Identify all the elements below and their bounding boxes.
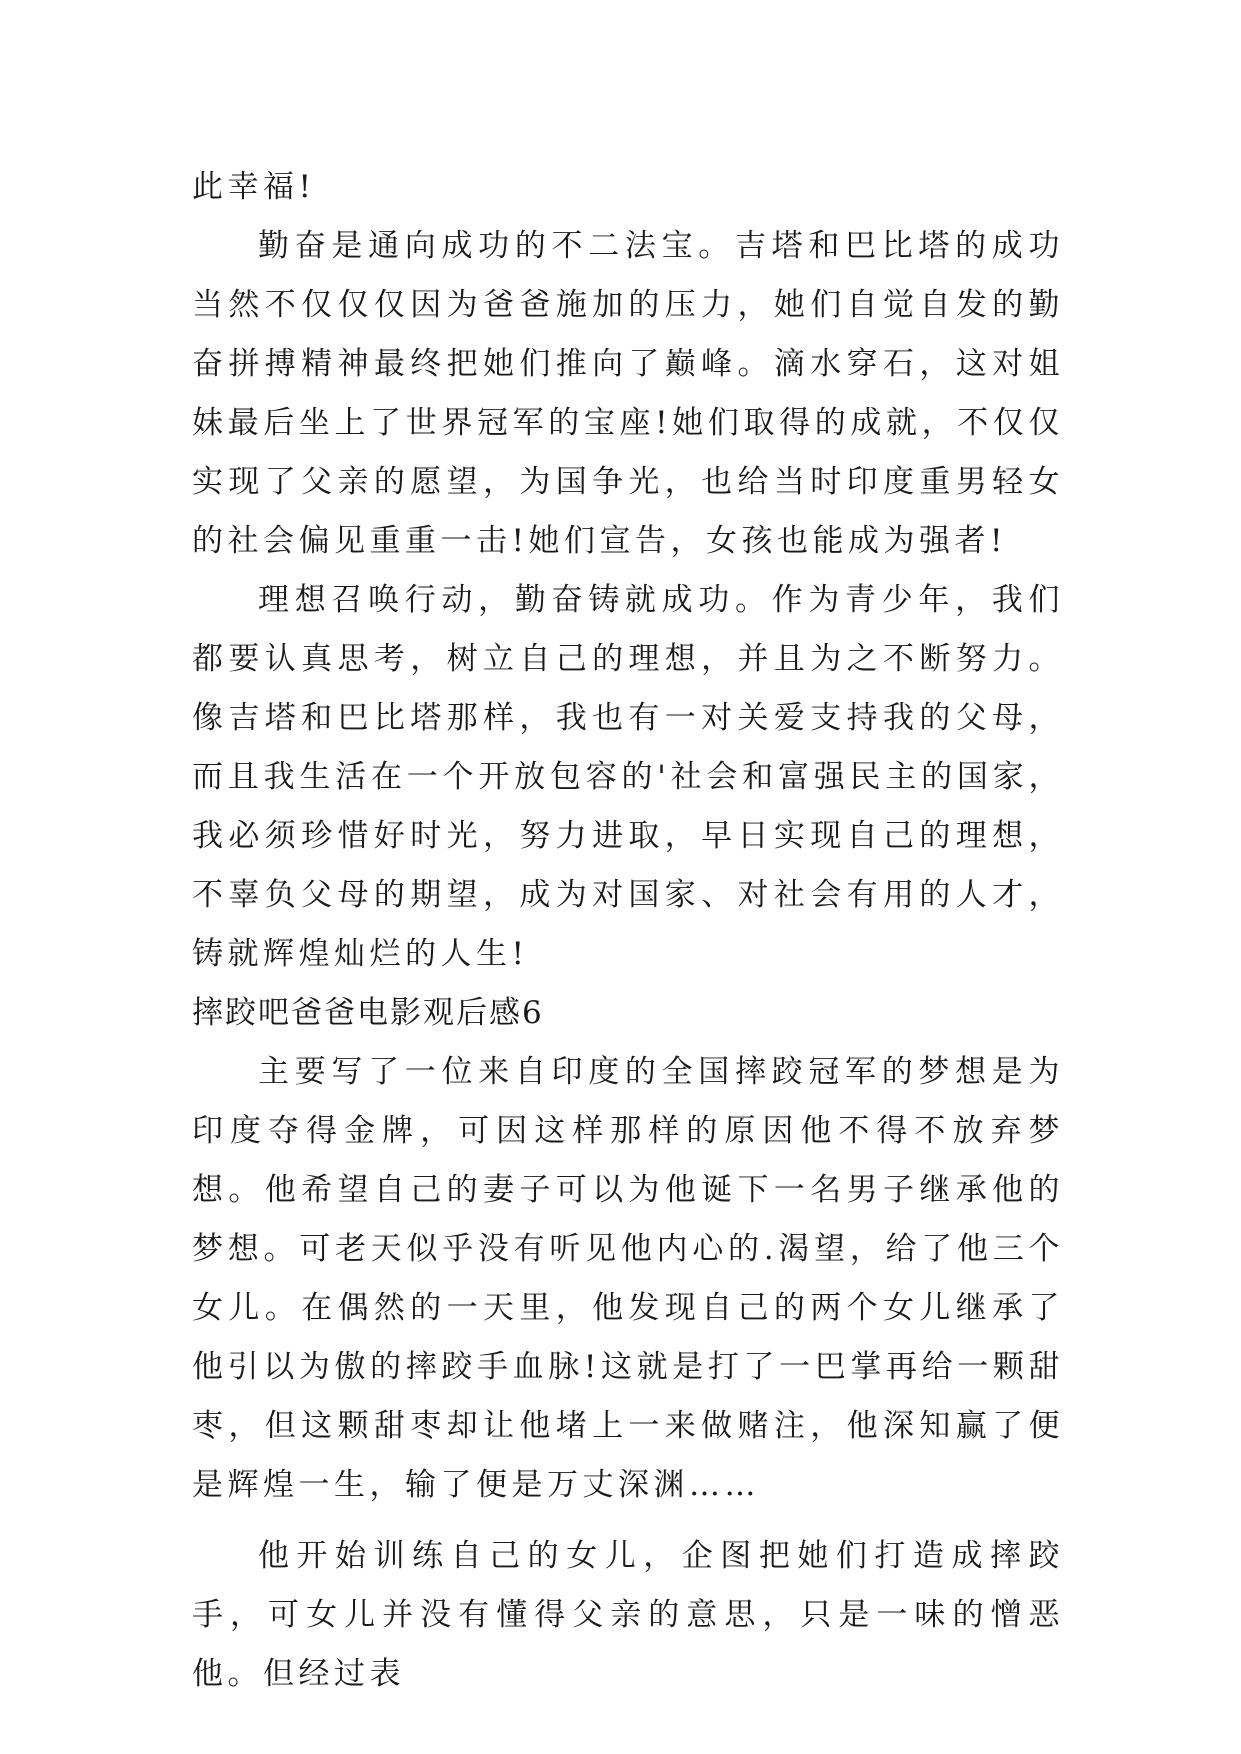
paragraph-summary: 主要写了一位来自印度的全国摔跤冠军的梦想是为印度夺得金牌，可因这样那样的原因他不得不放弃梦想。他希望自己的妻子可以为他诞下一名男子继承他的梦想。可老天似乎没有听见他内心的.渴望，给了他三个女儿。在偶然的一天里，他发现自己的两个女儿继承了他引以为傲的摔跤手血脉!这就是打了一巴掌再给一颗甜枣，但这颗甜枣却让他堵上一来做赌注，他深知赢了便是辉煌一生，输了便是万丈深渊…… xyxy=(192,1054,1064,1503)
paragraph-ideals: 理想召唤行动，勤奋铸就成功。作为青少年，我们都要认真思考，树立自己的理想，并且为之不断努力。像吉塔和巴比塔那样，我也有一对关爱支持我的父母，而且我生活在一个开放包容的'社会和富强民主的国家，我必须珍惜好时光，努力进取，早日实现自己的理想，不辜负父母的期望，成为对国家、对社会有用的人才，铸就辉煌灿烂的人生! xyxy=(192,582,1064,972)
section-heading: 摔跤吧爸爸电影观后感6 xyxy=(192,995,544,1031)
document-body xyxy=(192,158,1064,1704)
paragraph-training: 他开始训练自己的女儿，企图把她们打造成摔跤手，可女儿并没有懂得父亲的意思，只是一味的憎恶他。但经过表 xyxy=(192,1538,1064,1692)
paragraph-continuation: 此幸福! xyxy=(192,169,316,205)
paragraph-diligence: 勤奋是通向成功的不二法宝。吉塔和巴比塔的成功当然不仅仅仅因为爸爸施加的压力，她们自觉自发的勤奋拼搏精神最终把她们推向了巅峰。滴水穿石，这对姐妹最后坐上了世界冠军的宝座!她们取得的成就，不仅仅实现了父亲的愿望，为国争光，也给当时印度重男轻女的社会偏见重重一击!她们宣告，女孩也能成为强者! xyxy=(192,228,1064,559)
